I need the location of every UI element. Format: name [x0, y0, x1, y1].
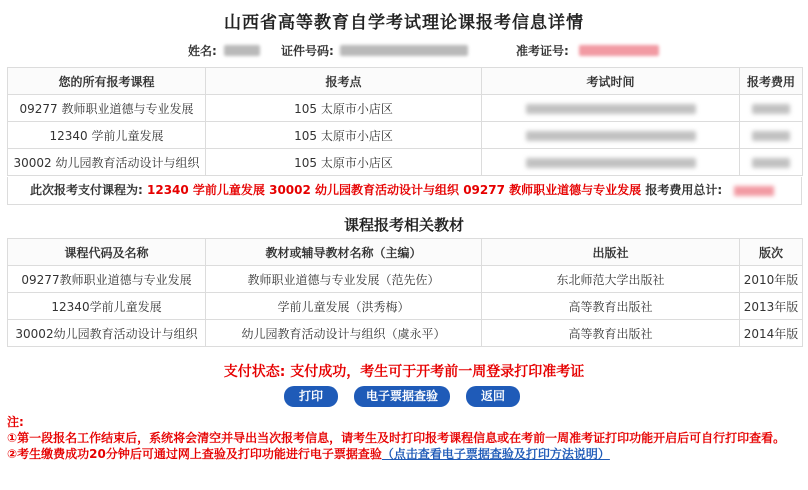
- book-cell: 教师职业道德与专业发展（范先佐）: [206, 266, 482, 293]
- course-cell: 09277教师职业道德与专业发展: [8, 266, 206, 293]
- note-2-text: ②考生缴费成功20分钟后可通过网上查验及打印功能进行电子票据查验: [7, 447, 382, 461]
- table-row: [8, 293, 803, 320]
- column-header: 报考费用: [740, 68, 803, 95]
- course-cell: 09277 教师职业道德与专业发展: [8, 95, 206, 122]
- payment-prefix: 此次报考支付课程为:: [30, 183, 143, 197]
- note-2: [7, 446, 805, 462]
- book-cell: 学前儿童发展（洪秀梅）: [206, 293, 482, 320]
- action-buttons: [0, 386, 808, 408]
- materials-table: [7, 238, 803, 347]
- column-header: 考试时间: [482, 68, 740, 95]
- total-label: 报考费用总计:: [645, 183, 723, 197]
- invoice-check-button[interactable]: 电子票据查验: [354, 386, 450, 407]
- print-button[interactable]: 打印: [284, 386, 338, 407]
- table-row: [8, 95, 803, 122]
- ticket-label: 准考证号:: [516, 44, 569, 58]
- payment-status: 支付状态: 支付成功，考生可于开考前一周登录打印准考证: [223, 364, 585, 380]
- exam-time-redacted: [526, 104, 696, 114]
- fee-cell: [740, 95, 803, 122]
- edition-cell: 2014年版: [740, 320, 803, 347]
- invoice-help-link[interactable]: （点击查看电子票据查验及打印方法说明）: [381, 447, 610, 461]
- course-cell: 12340 学前儿童发展: [8, 122, 206, 149]
- site-cell: 105 太原市小店区: [206, 149, 482, 176]
- name-label: 姓名:: [188, 44, 217, 58]
- column-header: 教材或辅导教材名称（主编）: [206, 239, 482, 266]
- column-header: 版次: [740, 239, 803, 266]
- page-title: 山西省高等教育自学考试理论课报考信息详情: [224, 13, 584, 33]
- course-cell: 12340学前儿童发展: [8, 293, 206, 320]
- site-cell: 105 太原市小店区: [206, 122, 482, 149]
- column-header: 课程代码及名称: [8, 239, 206, 266]
- ticket-value-redacted: [579, 45, 659, 56]
- table-row: [8, 122, 803, 149]
- note-1: ①第一段报名工作结束后，系统将会清空并导出当次报考信息，请考生及时打印报考课程信息或在考前一周准考证打印功能开启后可自行打印查看。: [7, 431, 786, 445]
- edition-cell: 2013年版: [740, 293, 803, 320]
- publisher-cell: 高等教育出版社: [482, 320, 740, 347]
- table-row: [8, 149, 803, 176]
- courses-table: [7, 67, 803, 176]
- site-cell: 105 太原市小店区: [206, 95, 482, 122]
- materials-title: 课程报考相关教材: [343, 216, 464, 234]
- fee-redacted: [752, 158, 790, 168]
- course-cell: 30002 幼儿园教育活动设计与组织: [8, 149, 206, 176]
- notes-section: [7, 414, 805, 462]
- table-row: [8, 320, 803, 347]
- table-header-row: [8, 68, 803, 95]
- name-value-redacted: [224, 45, 260, 56]
- notes-heading: 注:: [7, 415, 24, 429]
- exam-time-cell: [482, 149, 740, 176]
- id-value-redacted: [340, 45, 468, 56]
- id-label: 证件号码:: [281, 44, 334, 58]
- exam-time-cell: [482, 95, 740, 122]
- table-header-row: [8, 239, 803, 266]
- fee-redacted: [752, 131, 790, 141]
- column-header: 报考点: [206, 68, 482, 95]
- publisher-cell: 东北师范大学出版社: [482, 266, 740, 293]
- fee-cell: [740, 122, 803, 149]
- exam-time-redacted: [526, 158, 696, 168]
- exam-time-cell: [482, 122, 740, 149]
- fee-redacted: [752, 104, 790, 114]
- table-row: [8, 266, 803, 293]
- book-cell: 幼儿园教育活动设计与组织（虞永平）: [206, 320, 482, 347]
- back-button[interactable]: 返回: [466, 386, 520, 407]
- fee-cell: [740, 149, 803, 176]
- payment-summary: [7, 177, 802, 205]
- paid-courses: 12340 学前儿童发展 30002 幼儿园教育活动设计与组织 09277 教师职业道德与专业发展: [147, 183, 642, 197]
- column-header: 出版社: [482, 239, 740, 266]
- edition-cell: 2010年版: [740, 266, 803, 293]
- course-cell: 30002幼儿园教育活动设计与组织: [8, 320, 206, 347]
- exam-time-redacted: [526, 131, 696, 141]
- column-header: 您的所有报考课程: [8, 68, 206, 95]
- publisher-cell: 高等教育出版社: [482, 293, 740, 320]
- applicant-info: [0, 40, 808, 60]
- total-fee-redacted: [734, 186, 774, 196]
